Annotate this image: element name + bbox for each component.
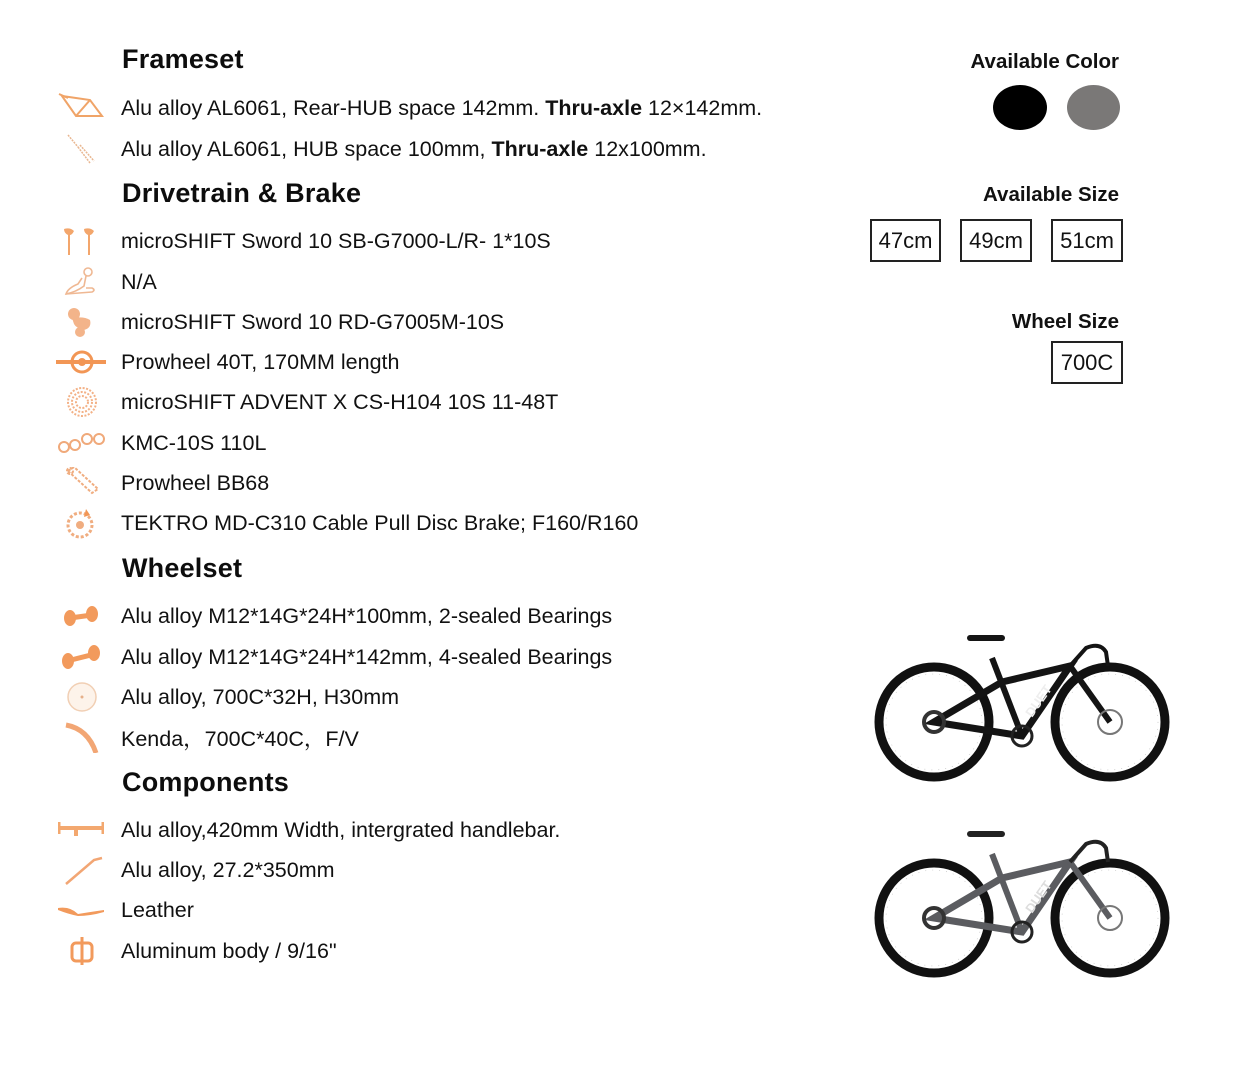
spec-row-seatpost: Alu alloy, 27.2*350mm bbox=[52, 853, 335, 887]
wheel-size-label: Wheel Size bbox=[1011, 310, 1119, 333]
available-size-label: Available Size bbox=[983, 183, 1119, 206]
spec-row-rear-hub: Alu alloy M12*14G*24H*142mm, 4-sealed Bearings bbox=[52, 640, 612, 674]
section-heading-drivetrain: Drivetrain & Brake bbox=[122, 178, 362, 208]
spec-row-frame: Alu alloy AL6061, Rear-HUB space 142mm. Thru-axle 12×142mm. bbox=[52, 91, 762, 125]
bike-image-grey bbox=[872, 826, 1178, 986]
size-option-49cm[interactable]: 49cm bbox=[960, 219, 1032, 262]
spec-row-pedal: Aluminum body / 9/16" bbox=[52, 934, 337, 968]
available-color-label: Available Color bbox=[970, 50, 1119, 73]
color-swatch-grey[interactable] bbox=[1067, 85, 1120, 130]
chain-icon bbox=[52, 426, 110, 460]
svg-text:DUET: DUET bbox=[1022, 682, 1055, 720]
size-option-47cm[interactable]: 47cm bbox=[870, 219, 941, 262]
section-heading-frameset: Frameset bbox=[122, 44, 244, 74]
spec-row-rim: Alu alloy, 700C*32H, H30mm bbox=[52, 680, 399, 714]
spec-row-rear-derailleur: microSHIFT Sword 10 RD-G7005M-10S bbox=[52, 305, 504, 339]
crankset-icon bbox=[52, 345, 110, 379]
spec-row-front-derailleur: N/A bbox=[52, 265, 157, 299]
saddle-icon bbox=[52, 893, 110, 927]
spec-row-handlebar: Alu alloy,420mm Width, intergrated handlebar. bbox=[52, 813, 560, 847]
size-option-51cm[interactable]: 51cm bbox=[1051, 219, 1123, 262]
frame-icon bbox=[52, 91, 110, 125]
bike-image-black bbox=[872, 630, 1178, 790]
rear-hub-icon bbox=[52, 640, 110, 674]
spec-row-fork: Alu alloy AL6061, HUB space 100mm, Thru-axle 12x100mm. bbox=[52, 132, 707, 166]
spec-row-cassette: microSHIFT ADVENT X CS-H104 10S 11-48T bbox=[52, 385, 558, 419]
handlebar-icon bbox=[52, 813, 110, 847]
spec-row-disc-brake: TEKTRO MD-C310 Cable Pull Disc Brake; F160/R160 bbox=[52, 506, 638, 540]
spec-row-tire: Kenda，700C*40C，F/V bbox=[52, 720, 359, 754]
color-swatch-black[interactable] bbox=[993, 85, 1047, 130]
svg-text:DUET: DUET bbox=[1022, 878, 1055, 916]
rear-derailleur-icon bbox=[52, 305, 110, 339]
cassette-icon bbox=[52, 385, 110, 419]
pedal-icon bbox=[52, 934, 110, 968]
fork-icon bbox=[52, 132, 110, 166]
rim-icon bbox=[52, 680, 110, 714]
spec-row-bottom-bracket: Prowheel BB68 bbox=[52, 466, 269, 500]
front-derailleur-icon bbox=[52, 265, 110, 299]
shifter-icon bbox=[52, 224, 110, 258]
spec-row-saddle: Leather bbox=[52, 893, 194, 927]
section-heading-components: Components bbox=[122, 767, 289, 797]
seatpost-icon bbox=[52, 853, 110, 887]
bottom-bracket-icon bbox=[52, 466, 110, 500]
disc-brake-icon bbox=[52, 506, 110, 540]
wheel-size-700c[interactable]: 700C bbox=[1051, 341, 1123, 384]
spec-row-shifter: microSHIFT Sword 10 SB-G7000-L/R- 1*10S bbox=[52, 224, 551, 258]
section-heading-wheelset: Wheelset bbox=[122, 553, 243, 583]
tire-icon bbox=[52, 720, 110, 754]
spec-row-crankset: Prowheel 40T, 170MM length bbox=[52, 345, 399, 379]
front-hub-icon bbox=[52, 599, 110, 633]
spec-row-front-hub: Alu alloy M12*14G*24H*100mm, 2-sealed Bearings bbox=[52, 599, 612, 633]
spec-row-chain: KMC-10S 110L bbox=[52, 426, 266, 460]
